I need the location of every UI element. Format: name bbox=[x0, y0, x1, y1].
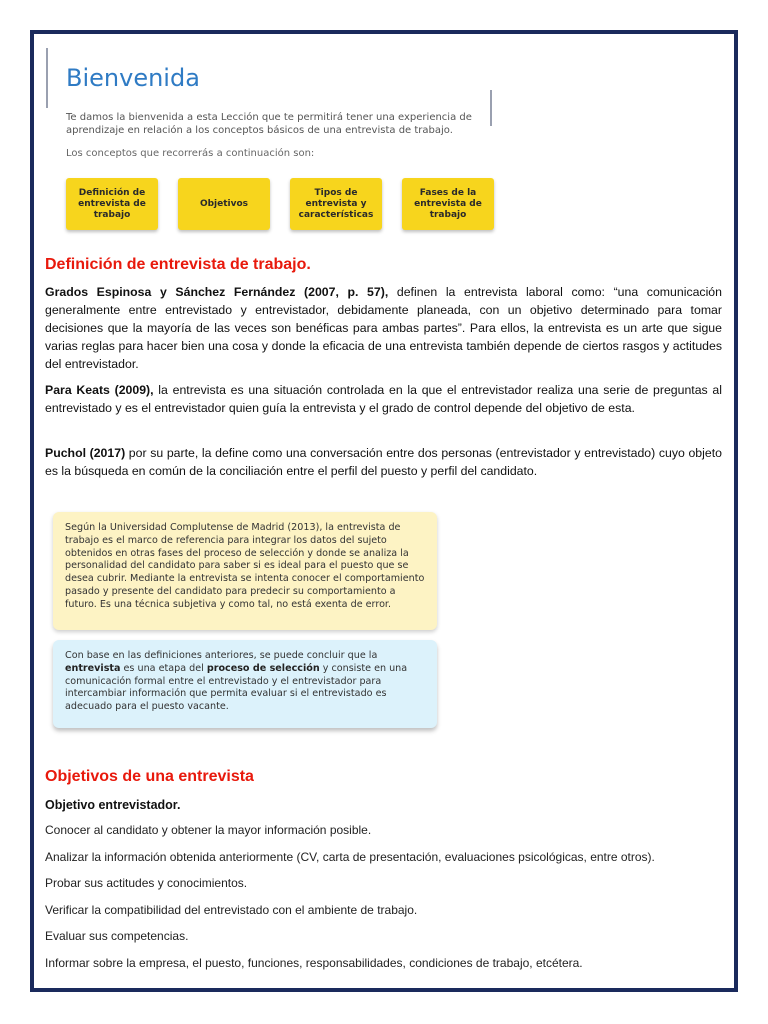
citation-puchol: Puchol (2017) bbox=[45, 446, 126, 460]
concept-cards bbox=[66, 178, 496, 234]
lesson-intro: Te damos la bienvenida a esta Lección que te permitirá tener una experiencia de aprendizaje en relación a los conceptos básicos de una entrevista de trabajo. bbox=[66, 112, 472, 136]
paragraph-1-text: definen la entrevista laboral como: “una comunicación generalmente entre entrevistado y entrevistador, debidamente planeada, con un objetivo determinado para tomar decisiones que la mayoría de las veces son benéficas para ambas partes”. Para ellos, la entrevista es un arte que sigue varias reglas para hacer bien una cosa y donde la eficacia de una entrevista también depende de ciertos rasgos y actitudes del entrevistador. bbox=[45, 285, 722, 371]
list-item: Analizar la información obtenida anteriormente (CV, carta de presentación, evaluaciones psicológicas, entre otros). bbox=[45, 849, 655, 864]
conclusion-term-proceso: proceso de selección bbox=[206, 662, 320, 674]
conclusion-part-1: Con base en las definiciones anteriores, se puede concluir que la bbox=[65, 650, 378, 661]
list-item: Evaluar sus competencias. bbox=[45, 929, 189, 943]
concept-card-tipos[interactable]: Tipos de entrevista y características bbox=[290, 178, 382, 230]
concepts-label: Los conceptos que recorrerás a continuación son: bbox=[66, 148, 315, 159]
paragraph-2-text: la entrevista es una situación controlada en la que el entrevistador realiza una serie de preguntas al entrevistado y es el entrevistador quien guía la entrevista y el grado de control depende del objetivo de esta. bbox=[45, 383, 723, 415]
conclusion-part-3: y consiste en una comunicación formal entre el entrevistado y el entrevistador para intercambiar información que permita evaluar si el entrevistado es adecuado para el puesto vacante. bbox=[65, 662, 408, 713]
list-item: Conocer al candidato y obtener la mayor información posible. bbox=[45, 823, 372, 837]
conclusion-term-entrevista: entrevista bbox=[65, 662, 121, 674]
objectives-list bbox=[45, 822, 722, 981]
citation-keats: Para Keats (2009), bbox=[45, 383, 154, 397]
definition-paragraph-1 bbox=[45, 283, 722, 373]
callout-complutense bbox=[53, 512, 437, 630]
citation-grados: Grados Espinosa y Sánchez Fernández (2007, p. 57), bbox=[45, 285, 389, 299]
definition-paragraph-2 bbox=[45, 381, 722, 417]
callout-conclusion-text bbox=[65, 650, 425, 714]
concept-card-definicion[interactable]: Definición de entrevista de trabajo bbox=[66, 178, 158, 230]
callout-complutense-text: Según la Universidad Complutense de Madrid (2013), la entrevista de trabajo es el marco de referencia para integrar los datos del sujeto obtenidos en otras fases del proceso de selección y donde se analiza la personalidad del candidato para saber si es ideal para el puesto que se desea cubrir. Mediante la entrevista se intenta conocer el comportamiento pasado y presente del candidato para predecir su comportamiento a futuro. Es una técnica subjetiva y como tal, no está exenta de error. bbox=[65, 522, 425, 610]
objectives-heading: Objetivos de una entrevista bbox=[45, 768, 254, 785]
list-item: Probar sus actitudes y conocimientos. bbox=[45, 876, 248, 890]
definition-heading: Definición de entrevista de trabajo. bbox=[45, 256, 311, 273]
divider-left bbox=[46, 48, 48, 108]
conclusion-part-2: es una etapa del bbox=[120, 662, 207, 674]
divider-right bbox=[490, 90, 492, 126]
document-frame bbox=[30, 30, 738, 992]
paragraph-3-text: por su parte, la define como una conversación entre dos personas (entrevistador y entrevistado) cuyo objeto es la búsqueda en común de la conciliación entre el perfil del puesto y perfil del candidato. bbox=[45, 446, 722, 478]
callout-conclusion bbox=[53, 640, 437, 728]
concept-card-objetivos[interactable]: Objetivos bbox=[178, 178, 270, 230]
definition-paragraph-3 bbox=[45, 444, 722, 480]
concept-card-fases[interactable]: Fases de la entrevista de trabajo bbox=[402, 178, 494, 230]
objectives-subheading: Objetivo entrevistador. bbox=[45, 798, 181, 812]
lesson-welcome-panel bbox=[46, 42, 502, 234]
list-item: Informar sobre la empresa, el puesto, funciones, responsabilidades, condiciones de trabajo, etcétera. bbox=[45, 955, 583, 970]
list-item: Verificar la compatibilidad del entrevistado con el ambiente de trabajo. bbox=[45, 902, 418, 917]
lesson-title: Bienvenida bbox=[66, 64, 200, 92]
